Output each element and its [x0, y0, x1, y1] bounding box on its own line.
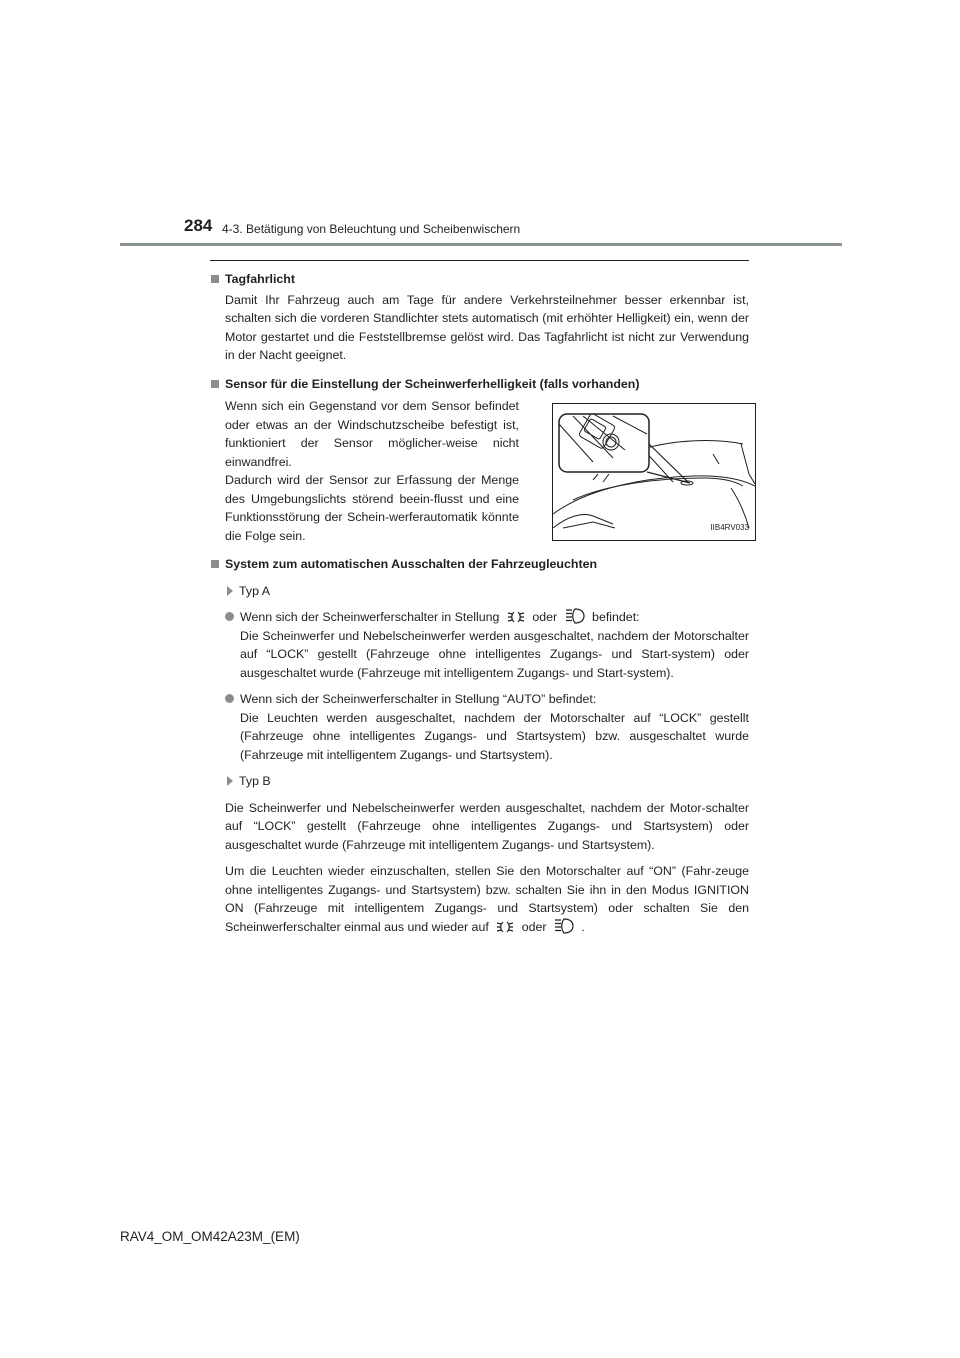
- tagfahrlicht-heading: Tagfahrlicht: [225, 272, 295, 286]
- tagfahrlicht-text: Damit Ihr Fahrzeug auch am Tage für andere Verkehrsteilnehmer besser erkennbar ist, schalten sich die vorderen Standlichter stets automatisch (mit erhöhter Helligkeit) ein, wenn der Motor gestartet und die Feststellbremse gelöst wird. Das Tagfahrlicht ist nicht zur Verwendung in der Nacht geeignet.: [225, 292, 749, 362]
- footer-model: RAV4_OM_OM42A23M_(EM): [120, 1229, 300, 1244]
- square-bullet-icon: [211, 380, 219, 388]
- bullet2-text: Die Leuchten werden ausgeschaltet, nachdem der Motorschalter auf “LOCK” gestellt (Fahrzeuge ohne intelligentes Zugangs- und Startsystem) bzw. ausgeschaltet wurde (Fahrzeuge mit intelligentem Zugangs- und Startsystem).: [240, 710, 749, 762]
- sensor-text-1: Wenn sich ein Gegenstand vor dem Sensor befindet oder etwas an der Windschutzscheibe befestigt ist, funktioniert der Sensor möglicher-weise nicht einwandfrei.: [225, 399, 519, 469]
- circle-bullet-icon: [225, 694, 234, 703]
- sensor-heading: Sensor für die Einstellung der Scheinwerferhelligkeit (falls vorhanden): [225, 376, 640, 391]
- auto-off-section: [210, 555, 749, 936]
- square-bullet-icon: [211, 275, 219, 283]
- arrow-right-icon: [227, 586, 233, 596]
- arrow-right-icon: [227, 776, 233, 786]
- headlight-icon: [565, 608, 585, 624]
- square-bullet-icon: [211, 560, 219, 568]
- bullet1-text: Die Scheinwerfer und Nebelscheinwerfer werden ausgeschaltet, nachdem der Motorschalter auf “LOCK” gestellt (Fahrzeuge ohne intelligentes Zugangs- und Start-system) oder ausgeschaltet wurde (Fahrzeuge mit intelligentem Zugangs- und Start-system).: [240, 628, 749, 680]
- auto-off-heading: System zum automatischen Ausschalten der Fahrzeugleuchten: [225, 557, 598, 571]
- type-b-label: Typ B: [239, 774, 271, 788]
- type-a-label: Typ A: [239, 583, 270, 598]
- sensor-text-2: Dadurch wird der Sensor zur Erfassung der Menge des Umgebungslichts störend beein-flusst und eine Funktionsstörung der Schein-werferautomatik könnte die Folge sein.: [225, 473, 519, 543]
- bullet-item: Wenn sich der Scheinwerferschalter in Stellung “AUTO” befindet: Die Leuchten werden ausgeschaltet, nachdem der Motorschalter auf “LOCK” gestellt (Fahrzeuge ohne intelligentes Zugangs- und Startsystem) bzw. ausgeschaltet wurde (Fahrzeuge mit intelligentem Zugangs- und Startsystem).: [225, 690, 749, 764]
- bullet-item: Wenn sich der Scheinwerferschalter in Stellung oder befindet: Die Scheinwerfer und Nebelscheinwerfer werden ausgeschaltet, nachdem der Motorschalter auf “LOCK” gestellt (Fahrzeuge ohne intelligentes Zugangs- und Start-system) oder ausgeschaltet wurde (Fahrzeuge mit intelligentem Zugangs- und Start-system).: [225, 608, 749, 682]
- tagfahrlicht-section: [210, 270, 749, 365]
- page-content: [210, 270, 749, 946]
- tail-light-icon: [496, 920, 514, 934]
- tail-light-icon: [507, 610, 525, 624]
- section-title: 4-3. Betätigung von Beleuchtung und Scheibenwischern: [222, 222, 521, 236]
- type-b-text: Die Scheinwerfer und Nebelscheinwerfer werden ausgeschaltet, nachdem der Motor-schalter auf “LOCK” gestellt (Fahrzeuge ohne intelligentes Zugangs- und Startsystem) oder ausgeschaltet wurde (Fahrzeuge mit intelligentem Zugangs- und Startsystem).: [225, 800, 749, 852]
- sensor-figure: [552, 403, 756, 541]
- figure-label: IIB4RV033: [710, 522, 749, 532]
- headlight-icon: [554, 918, 574, 934]
- sensor-section: [210, 375, 749, 546]
- circle-bullet-icon: [225, 612, 234, 621]
- header-rule: [120, 243, 842, 246]
- content-rule: [210, 260, 749, 261]
- reactivate-text: Um die Leuchten wieder einzuschalten, stellen Sie den Motorschalter auf “ON” (Fahr-zeuge ohne intelligentes Zugangs- und Startsystem) bzw. schalten Sie ihn in den Modus IGNITION ON (Fahrzeuge mit intelligentem Zugangs- und Startsystem) oder schalten Sie den Scheinwerferschalter einmal aus und wieder auf oder .: [225, 864, 749, 934]
- page-number: 284: [184, 216, 213, 235]
